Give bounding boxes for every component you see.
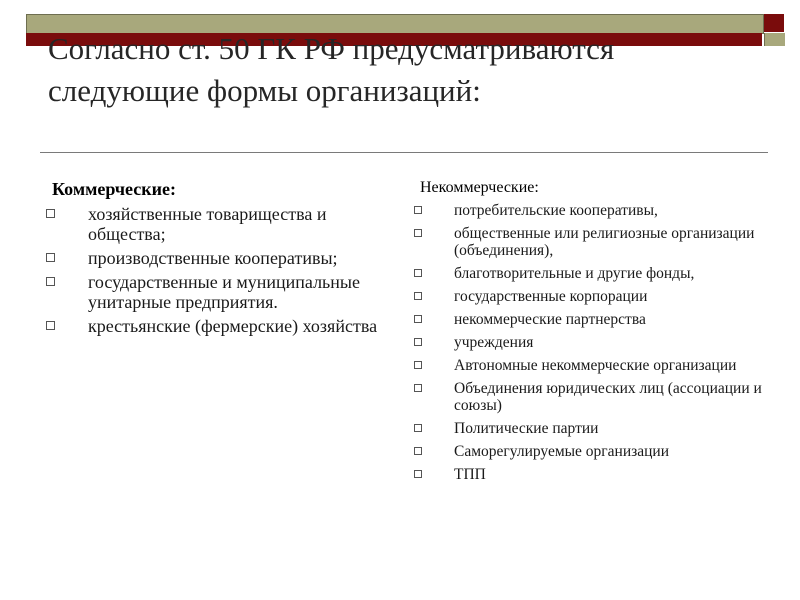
square-bullet-icon [414,338,422,346]
square-bullet-icon [414,424,422,432]
square-bullet-icon [46,209,55,218]
list-item [410,311,770,328]
list-item [410,420,770,437]
commercial-column [40,178,390,340]
list-item-text: Автономные некоммерческие организации [454,357,737,374]
square-bullet-icon [414,470,422,478]
list-item [410,265,770,282]
commercial-heading: Коммерческие: [52,179,176,199]
square-bullet-icon [414,384,422,392]
list-item [410,466,770,483]
square-bullet-icon [414,206,422,214]
noncommercial-column [410,178,770,489]
square-bullet-icon [46,253,55,262]
list-item-text: благотворительные и другие фонды, [454,265,695,282]
list-item-text: государственные и муниципальные унитарные предприятия. [88,272,360,312]
noncommercial-heading: Некоммерческие: [420,179,539,196]
list-item [40,316,390,336]
list-item-text: ТПП [454,466,486,483]
title-divider [40,152,768,153]
commercial-list [40,204,390,336]
square-bullet-icon [414,315,422,323]
list-item [410,357,770,374]
list-item-text: общественные или религиозные организации (объединения), [454,225,755,259]
list-item [40,272,390,312]
list-item [40,204,390,244]
slide-title: Согласно ст. 50 ГК РФ предусматриваются следующие формы организаций: [48,31,615,108]
list-item-text: хозяйственные товарищества и общества; [88,204,327,244]
list-item [410,443,770,460]
list-item-text: государственные корпорации [454,288,648,305]
list-item-text: Объединения юридических лиц (ассоциации и союзы) [454,380,762,414]
square-bullet-icon [414,447,422,455]
list-item [410,380,770,414]
square-bullet-icon [414,292,422,300]
list-item-text: учреждения [454,334,534,351]
list-item [410,202,770,219]
list-item [410,334,770,351]
list-item-text: Политические партии [454,420,599,437]
square-bullet-icon [414,269,422,277]
square-bullet-icon [46,321,55,330]
noncommercial-list [410,202,770,483]
square-bullet-icon [414,361,422,369]
list-item-text: Саморегулируемые организации [454,443,670,460]
list-item-text: потребительские кооперативы, [454,202,658,219]
square-bullet-icon [414,229,422,237]
square-bullet-icon [46,277,55,286]
list-item-text: некоммерческие партнерства [454,311,646,328]
list-item-text: крестьянские (фермерские) хозяйства [88,316,378,336]
list-item [410,225,770,259]
list-item [410,288,770,305]
list-item [40,248,390,268]
list-item-text: производственные кооперативы; [88,248,338,268]
